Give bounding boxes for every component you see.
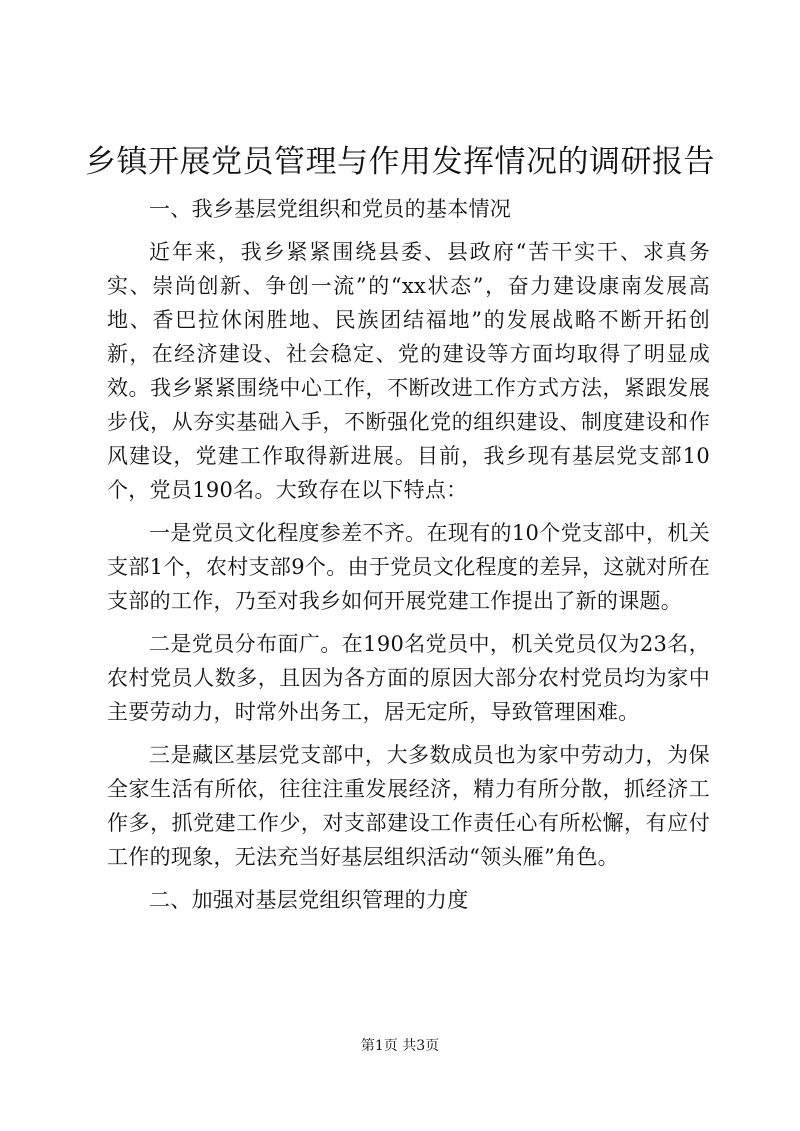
section-heading-2: 二、加强对基层党组织管理的力度 bbox=[149, 888, 469, 912]
paragraph-point-2: 二是党员分布面广。在190名党员中，机关党员仅为23名，农村党员人数多，且因为各方面的原因大部分农村党员均为家中主要劳动力，时常外出务工，居无定所，导致管理困难。 bbox=[107, 632, 710, 724]
document-body bbox=[107, 192, 710, 917]
paragraph-intro: 近年来，我乡紧紧围绕县委、县政府“苦干实干、求真务实、崇尚创新、争创一流”的“xx状态”，奋力建设康南发展高地、香巴拉休闲胜地、民族团结福地”的发展战略不断开拓创新，在经济建设、社会稳定、党的建设等方面均取得了明显成效。我乡紧紧围绕中心工作，不断改进工作方式方法，紧跟发展步伐，从夯实基础入手，不断强化党的组织建设、制度建设和作风建设，党建工作取得新进展。目前，我乡现有基层党支部10个，党员190名。大致存在以下特点： bbox=[107, 240, 710, 502]
page-number: 第1页 共3页 bbox=[360, 1038, 440, 1054]
document-title: 乡镇开展党员管理与作用发挥情况的调研报告 bbox=[85, 144, 715, 180]
section-heading-1: 一、我乡基层党组织和党员的基本情况 bbox=[149, 197, 512, 221]
paragraph-point-3: 三是藏区基层党支部中，大多数成员也为家中劳动力，为保全家生活有所依，往往注重发展经济，精力有所分散，抓经济工作多，抓党建工作少，对支部建设工作责任心有所松懈，有应付工作的现象，无法充当好基层组织活动“领头雁”角色。 bbox=[107, 743, 710, 869]
paragraph-point-1: 一是党员文化程度参差不齐。在现有的10个党支部中，机关支部1个，农村支部9个。由于党员文化程度的差异，这就对所在支部的工作，乃至对我乡如何开展党建工作提出了新的课题。 bbox=[107, 521, 710, 613]
